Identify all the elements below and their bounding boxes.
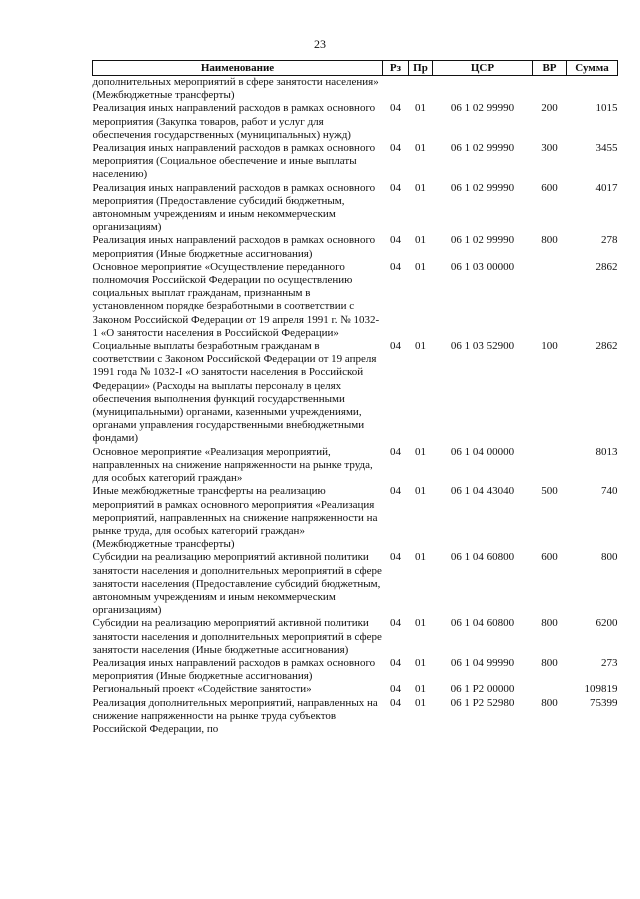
header-sum: Сумма (567, 61, 618, 76)
row-pr: 01 (415, 102, 426, 115)
header-rz: Рз (383, 61, 409, 76)
row-name: Субсидии на реализацию мероприятий активной политики занятости населения и дополнительных мероприятий в сфере занятости населения (Предоставление субсидий бюджетным, автономным учреждениям и иным некоммерческим организациям) (92, 551, 382, 617)
row-vr: 800 (541, 234, 558, 247)
row-csr: 06 1 02 99990 (450, 102, 515, 115)
row-sum: 75399 (590, 696, 618, 709)
row-name: Реализация иных направлений расходов в рамках основного мероприятия (Иные бюджетные ассигнования) (92, 234, 376, 260)
table-row (93, 617, 618, 657)
row-name: Основное мероприятие «Реализация мероприятий, направленных на снижение напряженности на рынке труда, для особых категорий граждан» (92, 445, 373, 485)
row-sum: 278 (601, 234, 618, 247)
row-vr (533, 76, 567, 103)
budget-table (92, 60, 618, 736)
row-pr: 01 (415, 696, 426, 709)
row-pr: 01 (415, 181, 426, 194)
table-row (93, 234, 618, 260)
row-name: Реализация иных направлений расходов в рамках основного мероприятия (Закупка товаров, работ и услуг для обеспечения государственных (муниципальных) нужд) (92, 102, 376, 141)
header-name: Наименование (93, 61, 383, 76)
row-rz: 04 (390, 485, 401, 498)
row-rz: 04 (390, 551, 401, 564)
row-rz: 04 (390, 142, 401, 155)
row-rz: 04 (390, 617, 401, 630)
row-csr: 06 1 P2 52980 (450, 696, 515, 709)
row-sum: 800 (601, 551, 618, 564)
table-row (93, 446, 618, 486)
table-row (93, 182, 618, 235)
row-csr: 06 1 04 43040 (450, 485, 515, 498)
row-csr: 06 1 P2 00000 (450, 683, 515, 696)
page-number: 23 (314, 37, 326, 51)
row-rz: 04 (390, 102, 401, 115)
row-sum: 740 (601, 485, 618, 498)
row-name: Реализация дополнительных мероприятий, направленных на снижение напряженности на рынке труда субъектов Российской Федерации, по (92, 696, 378, 735)
row-rz: 04 (390, 260, 401, 273)
row-sum: 2862 (595, 340, 618, 353)
row-csr: 06 1 04 60800 (450, 551, 515, 564)
row-csr: 06 1 03 52900 (450, 340, 515, 353)
row-rz: 04 (390, 445, 401, 458)
row-name: Реализация иных направлений расходов в рамках основного мероприятия (Предоставление субсидий бюджетным, автономным учреждениям и иным некоммерческим организациям) (92, 181, 376, 234)
row-rz: 04 (390, 181, 401, 194)
row-name: Иные межбюджетные трансферты на реализацию мероприятий в рамках основного мероприятия «Реализация мероприятий, направленных на снижение напряженности на рынке труда, для особых категорий граждан» (Межбюджетные трансферты) (92, 485, 378, 551)
row-sum: 273 (601, 656, 618, 669)
row-vr (533, 683, 567, 696)
table-row (93, 261, 618, 340)
row-name: Реализация иных направлений расходов в рамках основного мероприятия (Иные бюджетные ассигнования) (92, 656, 376, 683)
row-sum: 4017 (595, 181, 618, 194)
table-row (93, 76, 618, 103)
row-name: Основное мероприятие «Осуществление переданного полномочия Российской Федерации по осуществлению социальных выплат гражданам, признанным в установленном порядке безработными в соответствии с Законом Российской Федерации от 19 апреля 1991 г. № 1032-1 «О занятости населения в Российской Федерации» (92, 260, 380, 339)
row-csr: 06 1 04 00000 (450, 445, 515, 458)
row-name: Региональный проект «Содействие занятости» (92, 683, 312, 696)
row-csr (433, 76, 533, 103)
row-pr: 01 (415, 617, 426, 630)
row-pr: 01 (415, 142, 426, 155)
row-vr: 500 (541, 485, 558, 498)
row-rz: 04 (390, 656, 401, 669)
row-csr: 06 1 02 99990 (450, 142, 515, 155)
row-rz (383, 76, 409, 103)
row-pr: 01 (415, 683, 426, 696)
header-vr: ВР (533, 61, 567, 76)
row-vr: 800 (541, 656, 558, 669)
row-pr: 01 (415, 551, 426, 564)
row-csr: 06 1 02 99990 (450, 234, 515, 247)
row-sum: 2862 (595, 260, 618, 273)
table-row (93, 551, 618, 617)
row-vr: 800 (541, 696, 558, 709)
row-rz: 04 (390, 340, 401, 353)
row-vr (533, 261, 567, 340)
row-pr: 01 (415, 260, 426, 273)
row-sum: 109819 (584, 683, 618, 696)
table-row (93, 683, 618, 696)
table-row (93, 657, 618, 683)
row-pr: 01 (415, 485, 426, 498)
row-name: дополнительных мероприятий в сфере занятости населения» (Межбюджетные трансферты) (92, 76, 379, 102)
row-sum: 8013 (595, 445, 618, 458)
row-sum: 1015 (595, 102, 618, 115)
table-row (93, 142, 618, 182)
row-vr: 800 (541, 617, 558, 630)
header-csr: ЦСР (433, 61, 533, 76)
row-vr: 300 (541, 142, 558, 155)
table-row (93, 102, 618, 142)
row-pr: 01 (415, 234, 426, 247)
row-vr: 600 (541, 551, 558, 564)
row-rz: 04 (390, 696, 401, 709)
row-rz: 04 (390, 234, 401, 247)
row-csr: 06 1 02 99990 (450, 181, 515, 194)
table-row (93, 485, 618, 551)
row-sum: 3455 (595, 142, 618, 155)
row-name: Субсидии на реализацию мероприятий активной политики занятости населения и дополнительных мероприятий в сфере занятости населения (Иные бюджетные ассигнования) (92, 617, 382, 656)
table-row (93, 697, 618, 737)
row-vr (533, 446, 567, 486)
row-sum (567, 76, 618, 103)
row-vr: 100 (541, 340, 558, 353)
row-pr: 01 (415, 445, 426, 458)
row-vr: 200 (541, 102, 558, 115)
row-pr (409, 76, 433, 103)
table-header-row (93, 61, 618, 76)
row-pr: 01 (415, 340, 426, 353)
row-csr: 06 1 04 60800 (450, 617, 515, 630)
table-row (93, 340, 618, 446)
row-name: Социальные выплаты безработным гражданам в соответствии с Законом Российской Федерации от 19 апреля 1991 года № 1032-I «О занятости населения в Российской Федерации» (Расходы на выплаты персоналу в целях обеспечения выполнения функций государственными (муниципальными) органами, казенными учреждениями, органами управления государственными внебюджетными фондами) (92, 340, 377, 445)
row-name: Реализация иных направлений расходов в рамках основного мероприятия (Социальное обеспечение и иные выплаты населению) (92, 142, 376, 181)
header-pr: Пр (409, 61, 433, 76)
row-csr: 06 1 03 00000 (450, 260, 515, 273)
row-sum: 6200 (595, 617, 618, 630)
row-vr: 600 (541, 181, 558, 194)
row-rz: 04 (390, 683, 401, 696)
row-pr: 01 (415, 656, 426, 669)
row-csr: 06 1 04 99990 (450, 656, 515, 669)
